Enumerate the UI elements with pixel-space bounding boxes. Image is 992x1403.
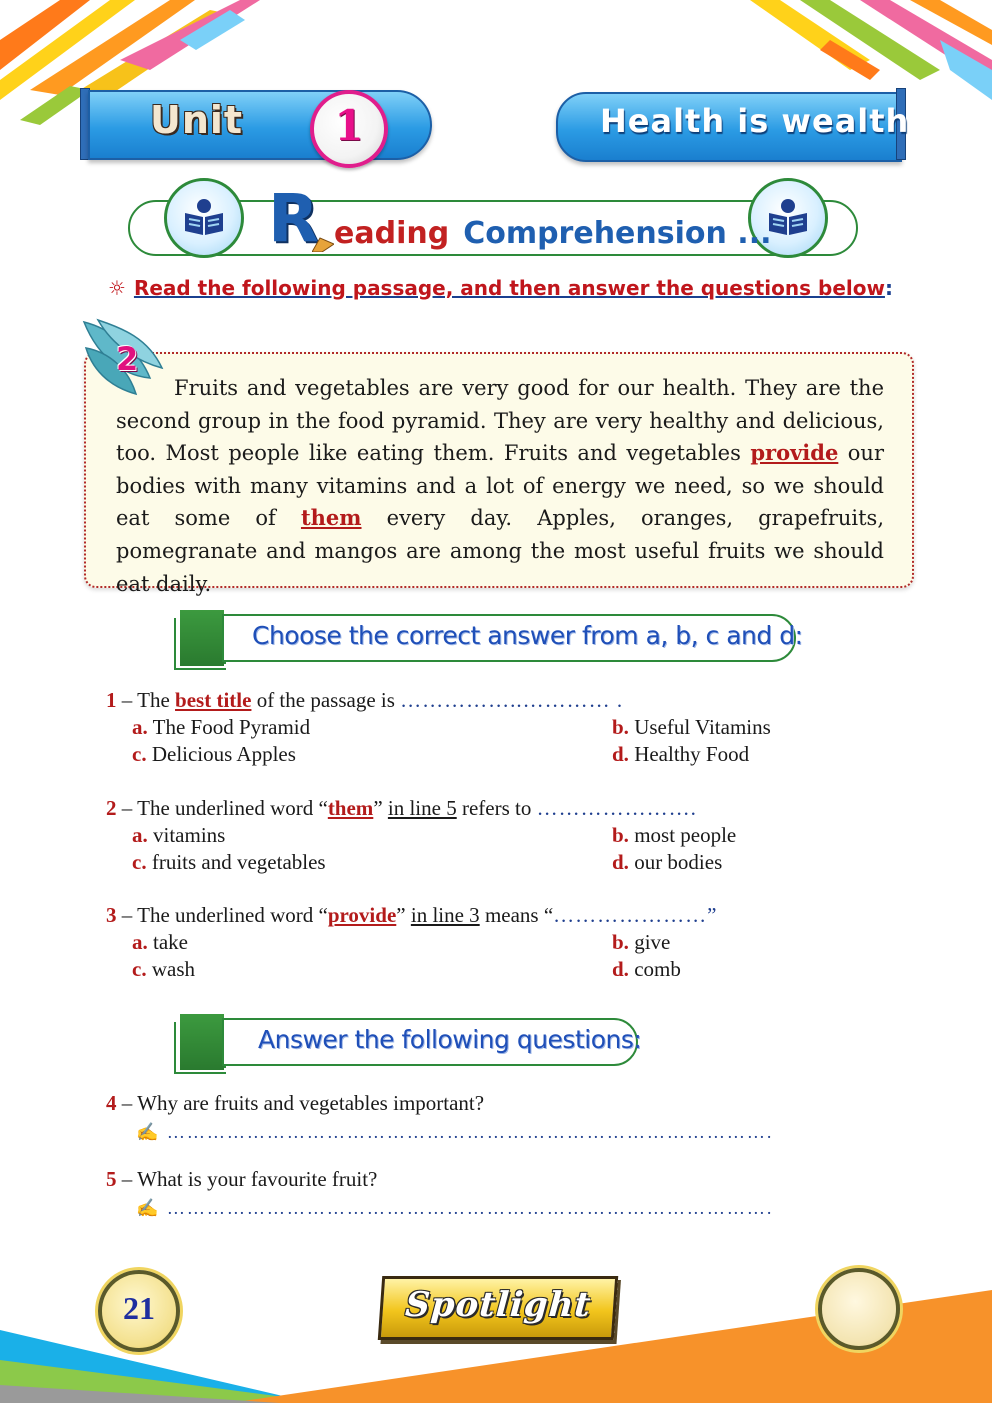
unit-number: 1 bbox=[334, 101, 364, 150]
question-text-post: means “ bbox=[479, 903, 554, 927]
passage-number: 2 bbox=[116, 340, 139, 378]
question-dash: – bbox=[116, 796, 138, 820]
page-title: Health is wealth bbox=[600, 102, 910, 140]
book-reader-icon bbox=[765, 197, 811, 237]
question-dash: – bbox=[116, 688, 138, 712]
option-letter: d. bbox=[612, 957, 629, 981]
question-text-post: refers to bbox=[456, 796, 537, 820]
option-text: give bbox=[634, 930, 671, 954]
page-number: 21 bbox=[123, 1290, 155, 1326]
question-number: 2 bbox=[106, 796, 117, 820]
question-text-post: of the passage is bbox=[251, 688, 401, 712]
keyword-provide: provide bbox=[750, 440, 839, 466]
question-dash: – bbox=[116, 1167, 138, 1191]
option-3d[interactable] bbox=[612, 957, 681, 982]
passage-part-1: Fruits and vegetables are very good for our health. They are the second group in the food pyramid. They are very healthy and delicious, too. Most people like eating them. Fruits and vegetables bbox=[116, 376, 884, 466]
answer-blank[interactable]: ……………..………… . bbox=[400, 688, 624, 712]
option-text: The Food Pyramid bbox=[152, 715, 311, 739]
book-reader-icon bbox=[181, 197, 227, 237]
instruction-colon: : bbox=[884, 276, 893, 300]
instruction-text: Read the following passage, and then answer the questions below bbox=[133, 276, 885, 300]
sun-icon: ☼ bbox=[108, 276, 126, 300]
unit-number-badge bbox=[310, 90, 388, 168]
question-text-mid: ” bbox=[396, 903, 411, 927]
pencil-icon: ✍ bbox=[136, 1122, 161, 1142]
question-dash: – bbox=[116, 1091, 138, 1115]
reading-initial-letter: R bbox=[268, 180, 319, 257]
option-text: most people bbox=[634, 823, 737, 847]
question-text-pre: The underlined word “ bbox=[137, 796, 328, 820]
option-1c[interactable] bbox=[132, 742, 296, 767]
section-choose-block bbox=[180, 610, 224, 666]
question-keyword: best title bbox=[175, 688, 252, 712]
question-dash: – bbox=[116, 903, 138, 927]
question-2 bbox=[106, 796, 697, 821]
option-text: Useful Vitamins bbox=[634, 715, 771, 739]
pencil-icon: ✍ bbox=[136, 1198, 161, 1218]
option-1d[interactable] bbox=[612, 742, 749, 767]
instruction bbox=[108, 276, 893, 300]
option-letter: a. bbox=[132, 715, 148, 739]
answer-line-dots: ………………………………………………………………………………. bbox=[166, 1122, 774, 1142]
brand-name: Spotlight bbox=[403, 1285, 593, 1325]
option-letter: b. bbox=[612, 715, 629, 739]
answer-line-4[interactable] bbox=[136, 1122, 773, 1143]
option-letter: b. bbox=[612, 823, 629, 847]
question-number: 4 bbox=[106, 1091, 117, 1115]
question-text-mid: ” bbox=[373, 796, 388, 820]
question-3 bbox=[106, 903, 718, 928]
comprehension-word: Comprehension ... bbox=[463, 216, 772, 251]
option-letter: c. bbox=[132, 850, 147, 874]
option-letter: d. bbox=[612, 850, 629, 874]
passage-part-3: every day. Apples, oranges, grapefruits, pomegranate and mangos are among the most useful fruits we should eat daily. bbox=[116, 506, 884, 596]
option-2c[interactable] bbox=[132, 850, 326, 875]
option-text: fruits and vegetables bbox=[151, 850, 326, 874]
passage-part-2: our bodies with many vitamins and a lot of energy we need, so we should eat some of bbox=[116, 441, 884, 531]
question-number: 1 bbox=[106, 688, 117, 712]
question-keyword: provide bbox=[327, 903, 397, 927]
question-text: Why are fruits and vegetables important? bbox=[137, 1091, 485, 1115]
section-answer-block bbox=[180, 1014, 224, 1070]
answer-blank[interactable]: …………………. bbox=[536, 796, 697, 820]
keyword-them: them bbox=[300, 505, 362, 531]
option-text: Healthy Food bbox=[634, 742, 750, 766]
option-letter: a. bbox=[132, 930, 148, 954]
right-footer-badge bbox=[818, 1268, 900, 1350]
question-number: 3 bbox=[106, 903, 117, 927]
question-text: What is your favourite fruit? bbox=[137, 1167, 378, 1191]
reading-icon-left bbox=[164, 178, 244, 258]
question-number: 5 bbox=[106, 1167, 117, 1191]
option-2b[interactable] bbox=[612, 823, 736, 848]
option-text: Delicious Apples bbox=[151, 742, 296, 766]
passage-text bbox=[116, 372, 884, 600]
option-letter: d. bbox=[612, 742, 629, 766]
question-text-pre: The bbox=[137, 688, 176, 712]
answer-line-dots: ………………………………………………………………………………. bbox=[166, 1198, 774, 1218]
option-letter: c. bbox=[132, 957, 147, 981]
option-text: take bbox=[153, 930, 188, 954]
answer-line-5[interactable] bbox=[136, 1198, 773, 1219]
section-choose-title: Choose the correct answer from a, b, c and d: bbox=[252, 621, 803, 650]
option-1a[interactable] bbox=[132, 715, 310, 740]
option-letter: a. bbox=[132, 823, 148, 847]
reading-word: eading bbox=[334, 216, 450, 251]
question-keyword: them bbox=[327, 796, 374, 820]
option-text: our bodies bbox=[634, 850, 723, 874]
question-4 bbox=[106, 1091, 484, 1116]
reading-comprehension-heading bbox=[334, 216, 772, 251]
option-3b[interactable] bbox=[612, 930, 670, 955]
option-2a[interactable] bbox=[132, 823, 225, 848]
answer-blank[interactable]: …………………” bbox=[553, 903, 718, 927]
option-letter: b. bbox=[612, 930, 629, 954]
option-2d[interactable] bbox=[612, 850, 722, 875]
question-5 bbox=[106, 1167, 377, 1192]
question-line-ref: in line 5 bbox=[387, 796, 457, 820]
option-3a[interactable] bbox=[132, 930, 188, 955]
option-3c[interactable] bbox=[132, 957, 195, 982]
question-1 bbox=[106, 688, 623, 713]
pencil-tip-icon bbox=[312, 234, 334, 252]
option-letter: c. bbox=[132, 742, 147, 766]
option-text: comb bbox=[634, 957, 681, 981]
spotlight-logo bbox=[378, 1276, 618, 1340]
unit-label: Unit bbox=[150, 98, 244, 142]
section-answer-title: Answer the following questions: bbox=[258, 1025, 642, 1054]
page-number-badge bbox=[98, 1270, 180, 1352]
option-text: vitamins bbox=[153, 823, 226, 847]
option-1b[interactable] bbox=[612, 715, 771, 740]
question-text-pre: The underlined word “ bbox=[137, 903, 328, 927]
question-line-ref: in line 3 bbox=[410, 903, 480, 927]
option-text: wash bbox=[151, 957, 195, 981]
